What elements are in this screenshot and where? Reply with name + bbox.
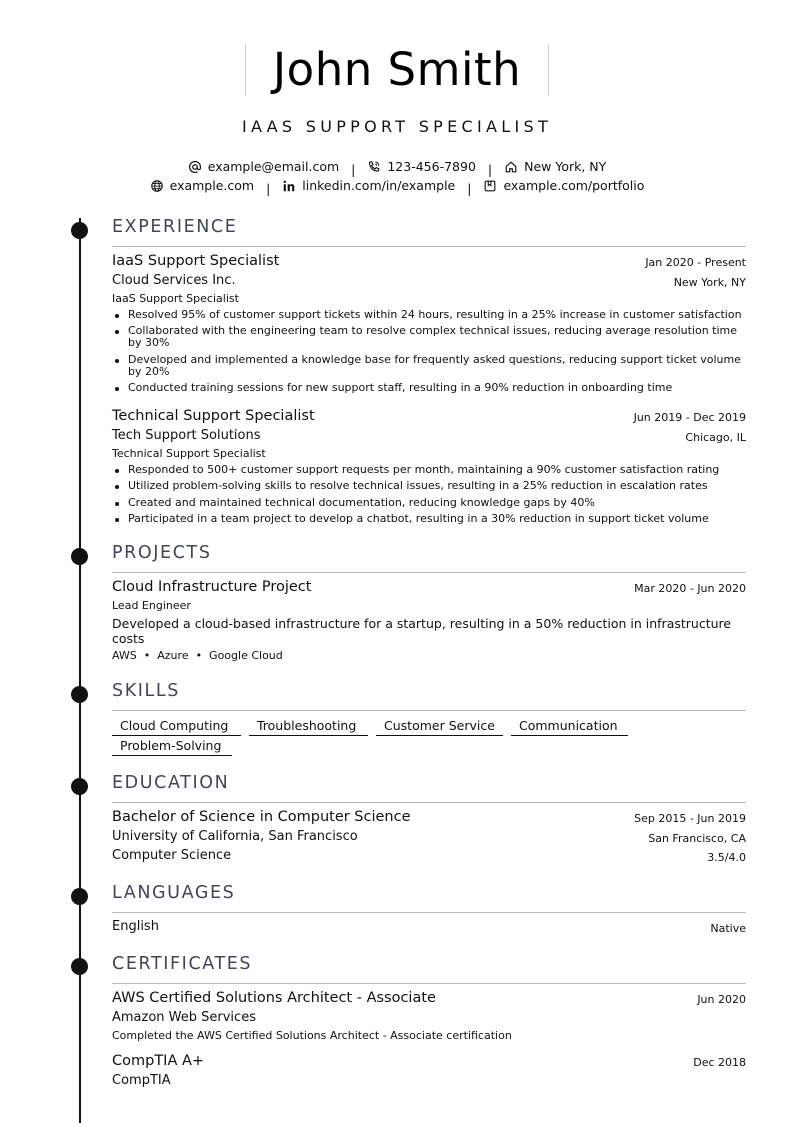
job-company: Cloud Services Inc. [112,273,236,288]
phone-icon [367,160,381,174]
skill-tag: Customer Service [376,718,503,736]
timeline-dot [71,778,88,795]
list-item: Conducted training sessions for new support staff, resulting in a 90% reduction in onboarding time [112,382,746,394]
project-name: Cloud Infrastructure Project [112,579,312,595]
section-title: LANGUAGES [112,883,236,903]
certificate-issuer: CompTIA [112,1073,171,1088]
job-company: Tech Support Solutions [112,428,261,443]
certificate-name: CompTIA A+ [112,1053,205,1069]
separator: | [266,180,271,196]
job-bullets [112,309,746,399]
linkedin-item[interactable] [282,178,455,193]
phone-text: 123-456-7890 [387,159,476,174]
certificate-date: Jun 2020 [697,993,746,1006]
separator: | [487,161,493,177]
timeline-dot [71,222,88,239]
skill-tag: Communication [511,718,628,736]
phone-item[interactable] [367,159,476,174]
certificate-issuer: Amazon Web Services [112,1010,256,1025]
skill-tag: Cloud Computing [112,718,241,736]
separator: | [467,180,472,196]
experience-header [112,217,746,247]
education-dates: Sep 2015 - Jun 2019 [634,812,746,825]
list-item: Created and maintained technical documentation, reducing knowledge gaps by 40% [112,497,746,509]
separator: | [351,161,356,177]
languages-header [112,883,746,913]
linkedin-text: linkedin.com/in/example [302,178,456,193]
job-role: Technical Support Specialist [112,408,315,424]
skill-tag: Troubleshooting [249,718,368,736]
portfolio-item[interactable] [483,178,644,193]
location-item [504,159,606,174]
email-item[interactable] [188,159,339,174]
certificates-header [112,954,746,984]
globe-icon [150,179,164,193]
contact-row-2 [0,178,794,196]
list-item: Collaborated with the engineering team to resolve complex technical issues, reducing average resolution time by 30% [112,325,746,349]
list-item: Resolved 95% of customer support tickets within 24 hours, resulting in a 25% increase in customer satisfaction [112,309,746,321]
school: University of California, San Francisco [112,829,358,844]
section-title: PROJECTS [112,543,212,563]
job-dates: Jun 2019 - Dec 2019 [633,411,746,424]
section-title: EXPERIENCE [112,217,238,237]
project-tech: AWS • Azure • Google Cloud [112,649,283,662]
field-of-study: Computer Science [112,848,232,863]
home-icon [504,160,518,174]
skills-header [112,681,746,711]
portfolio-icon [483,179,497,193]
timeline-dot [71,686,88,703]
job-location: Chicago, IL [685,431,746,444]
job-bullets [112,464,746,530]
timeline-dot [71,958,88,975]
candidate-name: John Smith [272,43,522,96]
at-icon [188,160,202,174]
degree: Bachelor of Science in Computer Science [112,809,411,825]
certificate-description: Completed the AWS Certified Solutions Architect - Associate certification [112,1029,512,1042]
education-header [112,773,746,803]
list-item: Responded to 500+ customer support requests per month, maintaining a 90% customer satisfaction rating [112,464,746,476]
location-text: New York, NY [524,159,607,174]
list-item: Developed and implemented a knowledge base for frequently asked questions, reducing support ticket volume by 20% [112,354,746,378]
list-item: Utilized problem-solving skills to resolve technical issues, resulting in a 25% reduction in escalation rates [112,480,746,492]
projects-header [112,543,746,573]
project-description: Developed a cloud-based infrastructure for a startup, resulting in a 50% reduction in infrastructure costs [112,616,732,646]
section-title: CERTIFICATES [112,954,253,974]
job-dates: Jan 2020 - Present [645,256,746,269]
website-text: example.com [169,178,255,193]
project-role: Lead Engineer [112,599,191,612]
section-title: SKILLS [112,681,180,701]
name-frame [245,44,549,96]
language-level: Native [710,922,746,935]
section-title: EDUCATION [112,773,230,793]
certificate-date: Dec 2018 [693,1056,746,1069]
school-location: San Francisco, CA [648,832,746,845]
timeline-line [79,218,81,1123]
project-dates: Mar 2020 - Jun 2020 [634,582,746,595]
timeline-dot [71,888,88,905]
language-name: English [112,919,159,934]
portfolio-text: example.com/portfolio [503,178,645,193]
website-item[interactable] [150,178,254,193]
certificate-name: AWS Certified Solutions Architect - Associate [112,990,436,1006]
job-subtitle: Technical Support Specialist [112,447,266,460]
contact-row-1 [0,159,794,177]
skill-tag: Problem-Solving [112,738,232,756]
job-role: IaaS Support Specialist [112,253,280,269]
job-subtitle: IaaS Support Specialist [112,292,239,305]
job-title: IAAS SUPPORT SPECIALIST [241,117,553,136]
list-item: Participated in a team project to develop a chatbot, resulting in a 30% reduction in support ticket volume [112,513,746,525]
gpa: 3.5/4.0 [707,851,746,864]
email-text: example@email.com [207,159,340,174]
timeline-dot [71,548,88,565]
linkedin-icon [282,179,296,193]
job-location: New York, NY [673,276,746,289]
